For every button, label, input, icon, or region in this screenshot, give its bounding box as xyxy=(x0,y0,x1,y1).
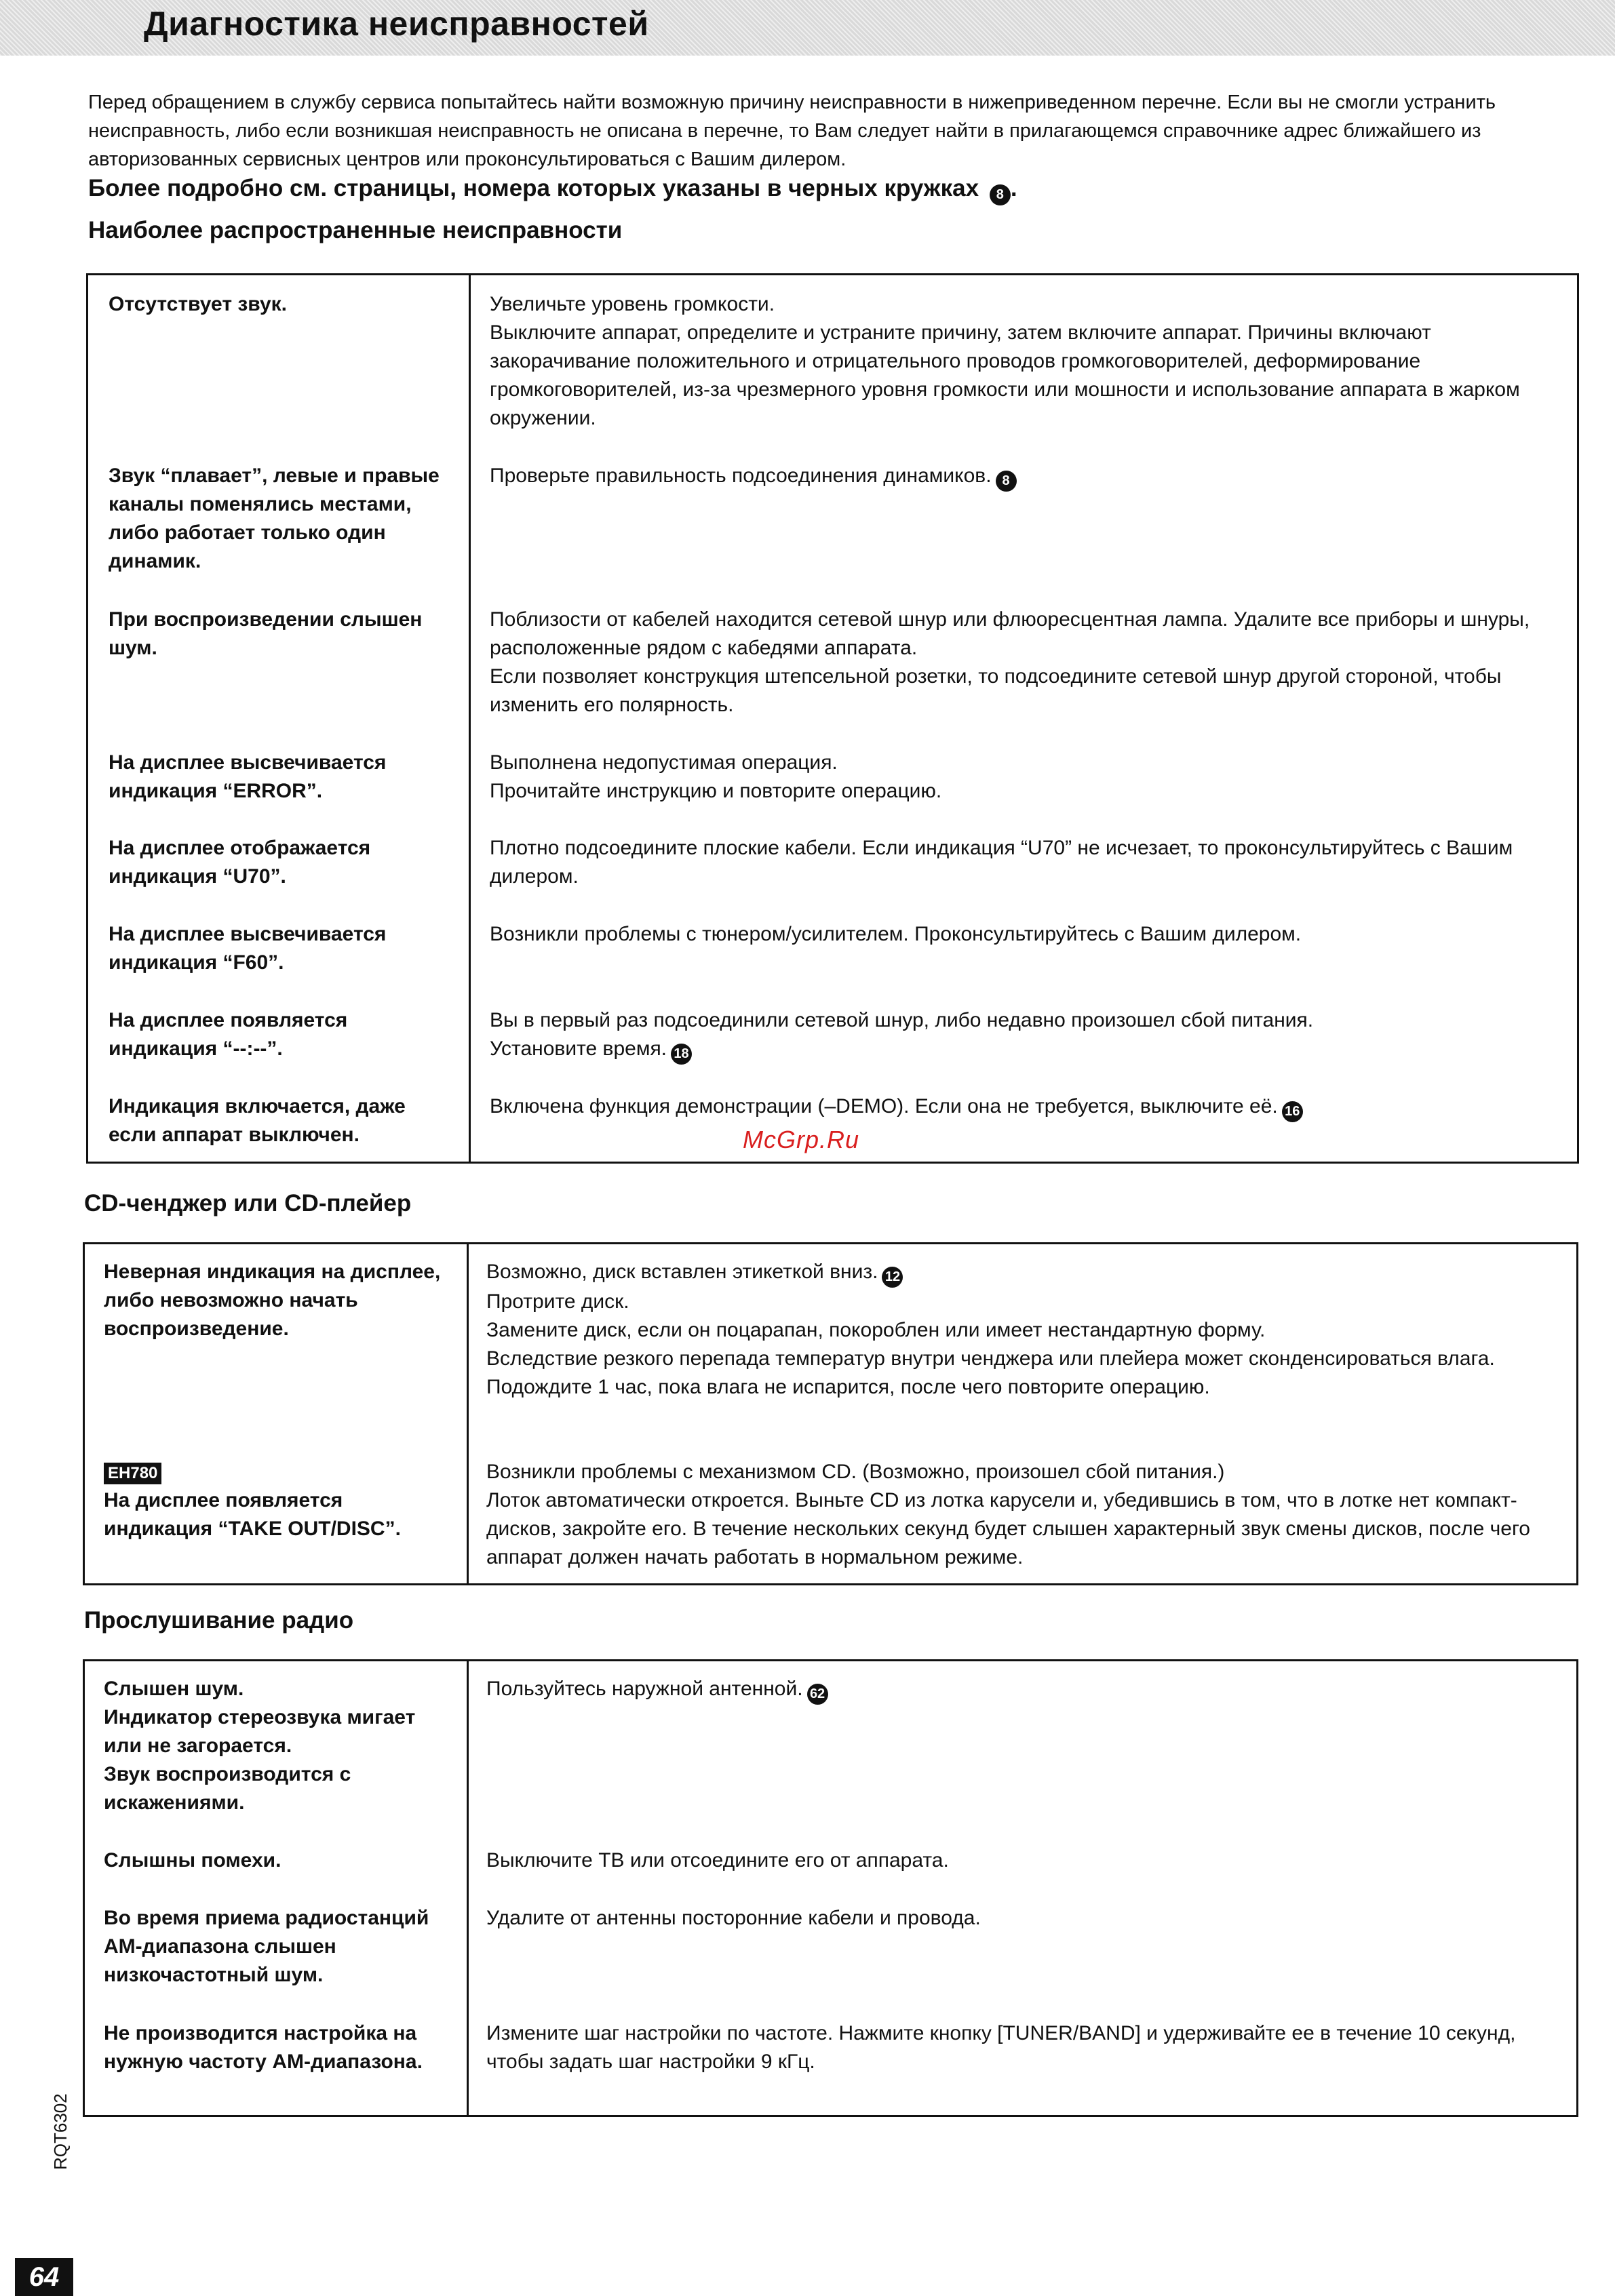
problem-cell: Звук “плавает”, левые и правые каналы поменялись местами, либо работает только один динамик. xyxy=(109,464,440,572)
page-ref-icon: 8 xyxy=(996,471,1017,492)
section-title-radio: Прослушивание радио xyxy=(84,1607,354,1634)
solution-cell xyxy=(486,1258,1563,1402)
solution-cell: Возникли проблемы с тюнером/усилителем. Проконсультируйтесь с Вашим дилером. xyxy=(490,923,1302,945)
solution-text: Включена функция демонстрации (–DEMO). Если она не требуется, выключите её. xyxy=(490,1095,1278,1117)
solution-text: Возможно, диск вставлен этикеткой вниз. xyxy=(486,1261,878,1283)
problem-cell xyxy=(104,1458,456,1543)
problem-cell: Слышны помехи. xyxy=(104,1849,281,1872)
problem-cell: Неверная индикация на дисплее, либо невозможно начать воспроизведение. xyxy=(104,1261,441,1340)
problem-cell: Не производится настройка на нужную частоту АМ-диапазона. xyxy=(104,2022,423,2073)
problem-cell: Слышен шум. Индикатор стереозвука мигает или не загорается. Звук воспроизводится с искажениями. xyxy=(104,1678,416,1814)
problem-cell: На дисплее отображается индикация “U70”. xyxy=(109,837,371,888)
page-ref-icon: 16 xyxy=(1282,1101,1303,1122)
problem-cell: На дисплее появляется индикация “--:--”. xyxy=(109,1009,348,1060)
solution-cell: Удалите от антенны посторонние кабели и провода. xyxy=(486,1907,981,1929)
document-number: RQT6302 xyxy=(50,2093,71,2170)
page-number: 64 xyxy=(15,2258,73,2296)
intro-paragraph: Перед обращением в службу сервиса попытайтесь найти возможную причину неисправности в нижеприведенном перечне. Если вы не смогли устранить неисправность, либо если возникшая неисправность не описана в перечне, то Вам следует найти в прилагающемся справочнике адрес ближайшего из авторизованных сервисных центров или проконсультироваться с Вашим дилером. xyxy=(88,92,1496,170)
solution-cell: Измените шаг настройки по частоте. Нажмите кнопку [TUNER/BAND] и удерживайте ее в течение 10 секунд, чтобы задать шаг настройки 9 кГц. xyxy=(486,2022,1516,2073)
problem-cell: При воспроизведении слышен шум. xyxy=(109,608,423,659)
section-title-cd: CD-ченджер или CD-плейер xyxy=(84,1190,412,1216)
bold-note-text: Более подробно см. страницы, номера которых указаны в черных кружках xyxy=(88,175,979,201)
solution-cell: Выключите ТВ или отсоедините его от аппарата. xyxy=(486,1849,949,1872)
page-ref-icon: 18 xyxy=(671,1044,692,1065)
watermark: McGrp.Ru xyxy=(743,1126,860,1153)
table-divider xyxy=(469,275,471,1162)
solution-cell: Поблизости от кабелей находится сетевой шнур или флюоресцентная лампа. Удалите все приборы и шнуры, расположенные рядом с кабедями аппарата. Если позволяет конструкция штепсельной розетки, то подсоедините сетевой шнур другой стороной, чтобы изменить его полярность. xyxy=(490,608,1530,716)
page-ref-icon: 62 xyxy=(807,1684,828,1705)
problem-cell: Отсутствует звук. xyxy=(109,293,287,315)
section-title-common: Наиболее распространенные неисправности xyxy=(88,217,623,243)
problem-cell: Индикация включается, даже если аппарат выключен. xyxy=(109,1095,406,1146)
solution-cell xyxy=(490,1092,1563,1122)
solution-cell: Увеличьте уровень громкости. Выключите аппарат, определите и устраните причину, затем включите аппарат. Причины включают закорачивание положительного и отрицательного проводов громкоговорителей, деформирование громкоговорителей, из-за чрезмерного уровня громкости или мошности и использование аппарата в жарком окружении. xyxy=(490,293,1520,429)
solution-text: Проверьте правильность подсоединения динамиков. xyxy=(490,464,992,487)
model-badge: EH780 xyxy=(104,1463,161,1484)
solution-text: Пользуйтесь наружной антенной. xyxy=(486,1678,803,1700)
bold-note: Более подробно см. страницы, номера которых указаны в черных кружках 8 . xyxy=(88,175,1017,205)
solution-text: Вы в первый раз подсоединили сетевой шнур, либо недавно произошел сбой питания. Установите время. xyxy=(490,1009,1314,1060)
problem-text: На дисплее появляется индикация “TAKE OUT/DISC”. xyxy=(104,1489,401,1540)
solution-cell: Выполнена недопустимая операция. Прочитайте инструкцию и повторите операцию. xyxy=(490,751,942,802)
page-ref-icon: 8 xyxy=(990,184,1011,205)
solution-cell: Плотно подсоедините плоские кабели. Если индикация “U70” не исчезает, то проконсультируйтесь с Вашим дилером. xyxy=(490,837,1513,888)
radio-table xyxy=(83,1659,1578,2117)
problem-cell: Во время приема радиостанций АМ-диапазона слышен низкочастотный шум. xyxy=(104,1907,429,1986)
solution-cell xyxy=(490,1006,1563,1065)
solution-cell xyxy=(486,1675,1563,1705)
problem-cell: На дисплее высвечивается индикация “ERROR”. xyxy=(109,751,387,802)
table-divider xyxy=(467,1661,469,2115)
cd-table xyxy=(83,1242,1578,1585)
page-ref-icon: 12 xyxy=(882,1267,903,1288)
solution-text: Протрите диск. Замените диск, если он поцарапан, покороблен или имеет нестандартную форму. Вследствие резкого перепада температур внутри ченджера или плейера может сконденсироваться влага. Подождите 1 час, пока влага не испарится, после чего повторите операцию. xyxy=(486,1290,1495,1398)
table-divider xyxy=(467,1244,469,1583)
page-title: Диагностика неисправностей xyxy=(144,5,649,43)
common-faults-table xyxy=(86,273,1579,1164)
problem-cell: На дисплее высвечивается индикация “F60”. xyxy=(109,923,387,974)
solution-cell xyxy=(490,462,1563,492)
solution-cell: Возникли проблемы с механизмом CD. (Возможно, произошел сбой питания.) Лоток автоматически откроется. Выньте CD из лотка карусели и, убедившись в том, что в лотке нет компакт-дисков, закройте его. В течение нескольких секунд будет слышен характерный звук смены дисков, после чего аппарат должен начать работать в нормальном режиме. xyxy=(486,1461,1530,1568)
